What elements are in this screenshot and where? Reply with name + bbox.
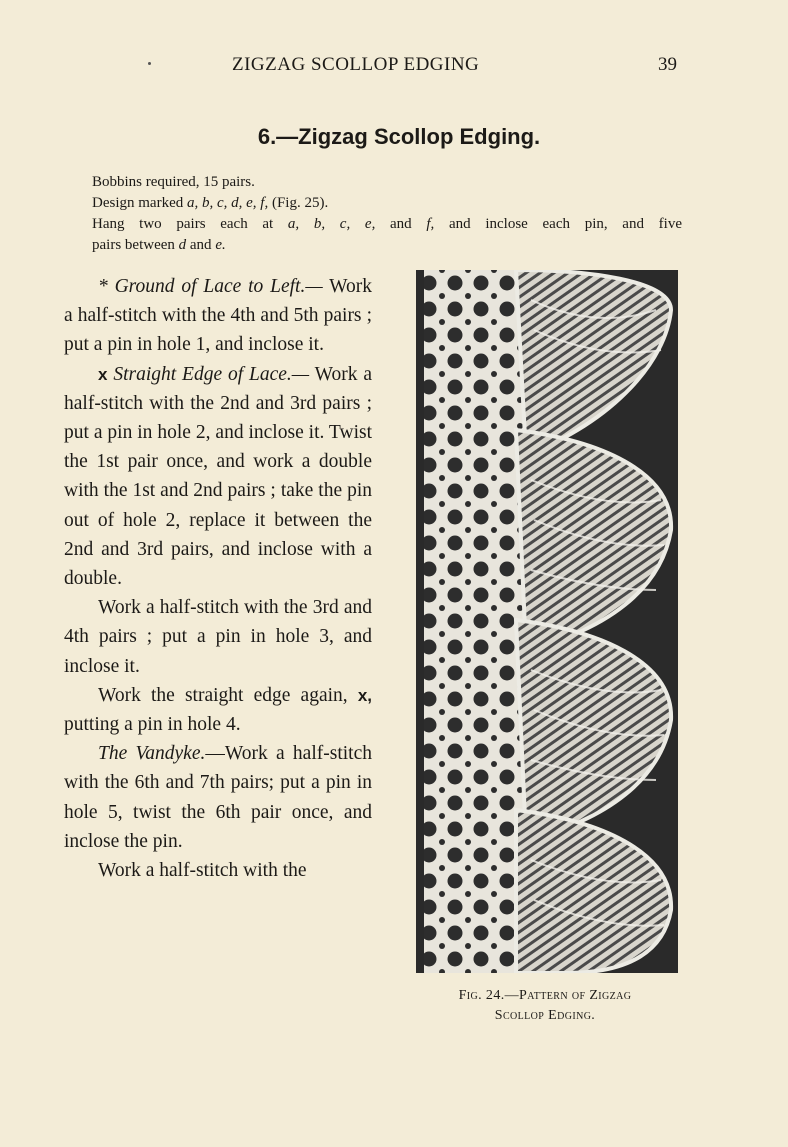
hang-line2-prefix: pairs between (92, 237, 179, 253)
hang-e: e. (215, 237, 226, 253)
ground-heading: * Ground of Lace to Left.— (98, 276, 323, 297)
hang-d: d (178, 237, 187, 253)
design-suffix: (Fig. 25). (268, 195, 329, 211)
edge-mark: x (98, 364, 108, 384)
hang-letters: a, b, c, e, (287, 216, 376, 232)
ground-text: Work a half-stitch with the 4th and 5th pairs ; put a pin in hole 1, and inclose it. (64, 276, 372, 356)
hang-rest: and inclose each pin, and five (434, 216, 682, 232)
main-text-column (64, 272, 372, 885)
lace-photo-illustration (416, 270, 678, 973)
para4-mark: x, (357, 685, 372, 705)
para-3: Work a half-stitch with the 3rd and 4th pairs ; put a pin in hole 3, and inclose it. (64, 597, 372, 677)
lace-pattern-image (416, 270, 678, 973)
requirements-hang-line2 (92, 235, 682, 256)
edge-text: Work a half-stitch with the 2nd and 3rd pairs ; put a pin in hole 2, and inclose it. Twist the 1st pair once, and work a double with the 1st and 2nd pairs ; take the pin out of hole 2, replace it between the 2nd and 3rd pairs, and inclose with a double. (64, 363, 372, 590)
edge-heading: Straight Edge of Lace.— (107, 363, 310, 385)
running-title: ZIGZAG SCOLLOP EDGING (232, 54, 480, 75)
hang-f: f, (426, 216, 435, 232)
vandyke-heading: The Vandyke. (98, 743, 206, 765)
design-prefix: Design marked (92, 195, 187, 211)
hang-and: and (186, 237, 216, 253)
stray-dot (148, 62, 151, 65)
para-edge (64, 360, 372, 594)
para-6: Work a half-stitch with the (98, 860, 307, 882)
page-number: 39 (658, 54, 677, 75)
para-ground (64, 272, 372, 360)
figure-caption (400, 986, 690, 1026)
vandyke-text: —Work a half-stitch with the 6th and 7th pairs; put a pin in hole 5, twist the 6th pair once, and inclose the pin. (64, 743, 372, 852)
running-head (0, 54, 788, 80)
para-4 (64, 681, 372, 739)
requirements-design (92, 193, 682, 214)
caption-line-1: Fig. 24.—Pattern of Zigzag (458, 988, 632, 1003)
requirements-hang (92, 214, 682, 235)
hang-prefix: Hang two pairs each at (92, 216, 288, 232)
caption-line-2: Scollop Edging. (494, 1008, 596, 1023)
hang-mid: and (375, 216, 427, 232)
chapter-title: 6.—Zigzag Scollop Edging. (257, 124, 541, 149)
requirements-bobbins: Bobbins required, 15 pairs. (92, 174, 255, 190)
design-letters: a, b, c, d, e, f, (186, 195, 269, 211)
para4-a: Work the straight edge again, (98, 684, 358, 706)
para-vandyke (64, 739, 372, 856)
para4-b: putting a pin in hole 4. (64, 714, 241, 736)
